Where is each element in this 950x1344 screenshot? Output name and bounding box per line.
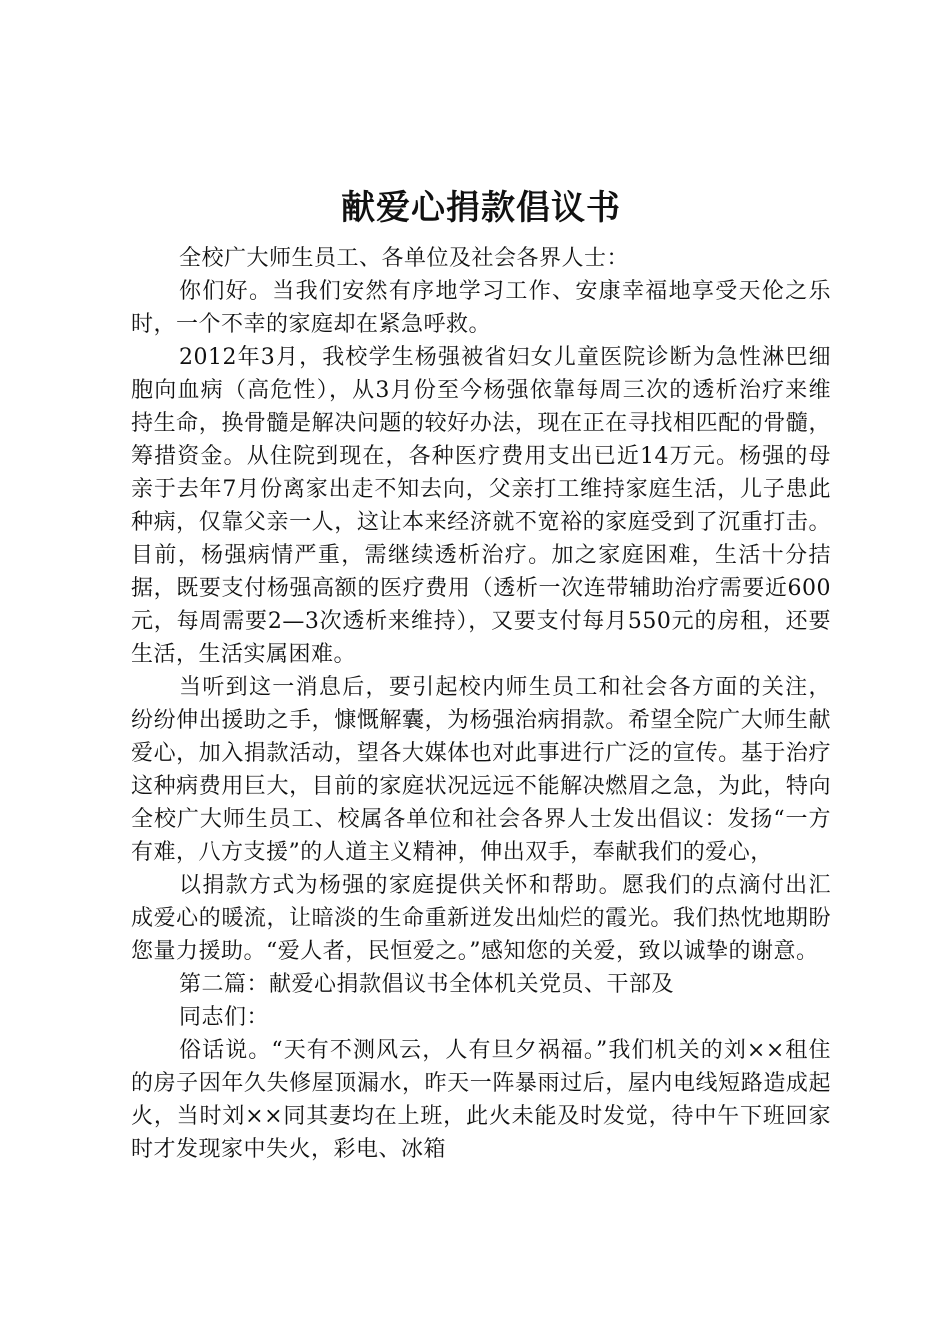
second-article-heading: 第二篇：献爱心捐款倡议书全体机关党员、干部及: [179, 972, 675, 997]
document-title: 献爱心捐款倡议书: [341, 188, 621, 228]
appeal-paragraph: 当听到这一消息后，要引起校内师生员工和社会各方面的关注，纷纷伸出援助之手，慷慨解囊，为杨强治病捐款。希望全院广大师生献爱心，加入捐款活动，望各大媒体也对此事进行广泛的宣传。基于治疗这种病费用巨大，目前的家庭状况远远不能解决燃眉之急，为此，特向全校广大师生员工、校属各单位和社会各界人士发出倡议：发扬“一方有难，八方支援”的人道主义精神，伸出双手，奉献我们的爱心，: [131, 675, 831, 865]
document-page: [131, 180, 831, 1166]
closing-paragraph: 以捐款方式为杨强的家庭提供关怀和帮助。愿我们的点滴付出汇成爱心的暖流，让暗淡的生命重新迸发出灿烂的霞光。我们热忱地期盼您量力援助。“爱人者，民恒爱之。”感知您的关爱，致以诚挚的谢意。: [131, 873, 831, 964]
salutation-paragraph: 全校广大师生员工、各单位及社会各界人士：: [179, 246, 630, 271]
situation-paragraph: 2012年3月，我校学生杨强被省妇女儿童医院诊断为急性淋巴细胞向血病（高危性），从3月份至今杨强依靠每周三次的透析治疗来维持生命，换骨髓是解决问题的较好办法，现在正在寻找相匹配的骨髓，筹措资金。从住院到现在，各种医疗费用支出已近14万元。杨强的母亲于去年7月份离家出走不知去向，父亲打工维持家庭生活，儿子患此种病，仅靠父亲一人，这让本来经济就不宽裕的家庭受到了沉重打击。目前，杨强病情严重，需继续透析治疗。加之家庭困难，生活十分拮据，既要支付杨强高额的医疗费用（透析一次连带辅助治疗需要近600元，每周需要2—3次透析来维持），又要支付每月550元的房租，还要生活，生活实属困难。: [131, 345, 831, 667]
second-article-body: 俗话说。“天有不测风云，人有旦夕祸福。”我们机关的刘××租住的房子因年久失修屋顶漏水，昨天一阵暴雨过后，屋内电线短路造成起火，当时刘××同其妻均在上班，此火未能及时发觉，待中午下班回家时才发现家中失火，彩电、冰箱: [131, 1038, 831, 1162]
greeting-paragraph: 你们好。当我们安然有序地学习工作、安康幸福地享受天伦之乐时，一个不幸的家庭却在紧急呼救。: [131, 279, 831, 337]
second-article-salutation: 同志们：: [179, 1005, 270, 1030]
